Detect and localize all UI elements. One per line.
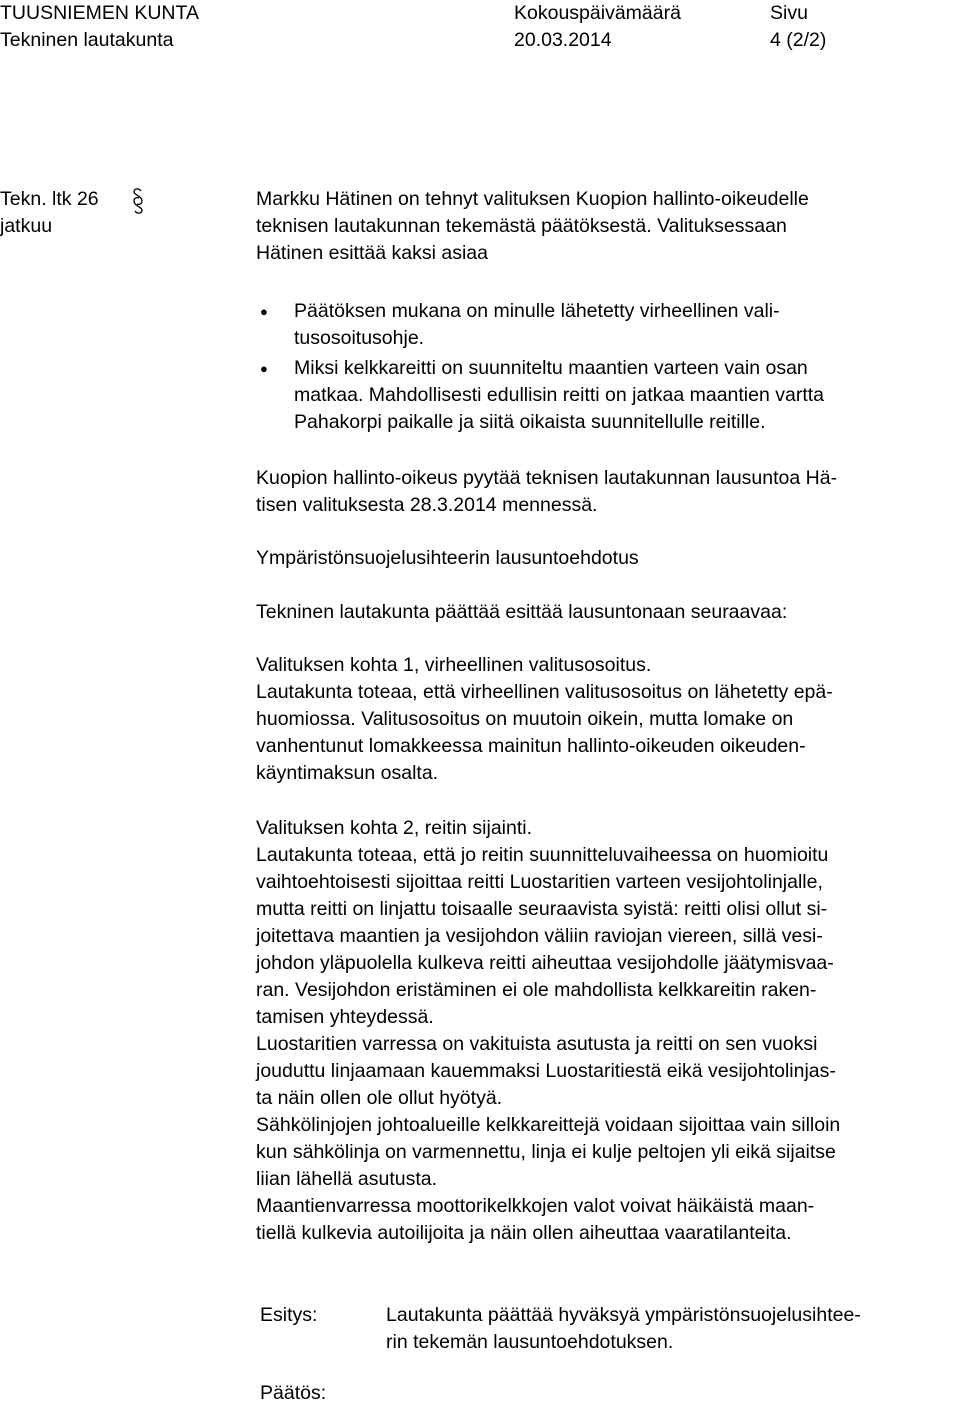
kuopio-line: Kuopion hallinto-oikeus pyytää teknisen lautakunnan lausuntoa Hä- xyxy=(256,467,838,489)
point-1-line: Valituksen kohta 1, virheellinen valitusosoitus. xyxy=(256,654,652,676)
section-sign-icon xyxy=(131,187,145,215)
bullet-line: Päätöksen mukana on minulle lähetetty virheellinen vali- xyxy=(294,300,780,322)
bullet-line: Pahakorpi paikalle ja siitä oikaista suunnitellulle reitille. xyxy=(294,411,766,433)
page-label: Sivu xyxy=(770,2,808,24)
section-reference: Tekn. ltk 26 xyxy=(0,188,99,210)
point-2-line: liian lähellä asutusta. xyxy=(256,1168,438,1190)
point-2-line: mutta reitti on linjattu toisaalle seuraavista syistä: reitti olisi ollut si- xyxy=(256,898,828,920)
point-2-line: Lautakunta toteaa, että jo reitin suunnitteluvaiheessa on huomioitu xyxy=(256,844,829,866)
bullet-line: Miksi kelkkareitti on suunniteltu maantien varteen vain osan xyxy=(294,357,808,379)
point-2-line: tamisen yhteydessä. xyxy=(256,1006,434,1028)
committee-name: Tekninen lautakunta xyxy=(0,29,174,51)
decision-intro: Tekninen lautakunta päättää esittää lausuntonaan seuraavaa: xyxy=(256,601,788,623)
bullet-line: tusosoitusohje. xyxy=(294,327,425,349)
point-2-line: vaihtoehtoisesti sijoittaa reitti Luostaritien varteen vesijohtolinjalle, xyxy=(256,871,823,893)
point-2-line: jouduttu linjaamaan kauemmaksi Luostaritiestä eikä vesijohtolinjas- xyxy=(256,1060,836,1082)
point-2-line: Maantienvarressa moottorikelkkojen valot voivat häikäistä maan- xyxy=(256,1195,815,1217)
point-2-line: kun sähkölinja on varmennettu, linja ei kulje peltojen yli eikä sijaitse xyxy=(256,1141,836,1163)
date-label: Kokouspäivämäärä xyxy=(514,2,681,24)
org-name: TUUSNIEMEN KUNTA xyxy=(0,2,199,24)
bullet-dot-icon: ● xyxy=(260,361,268,376)
page-value: 4 (2/2) xyxy=(770,29,827,51)
proposal-label: Esitys: xyxy=(260,1304,318,1326)
intro-line: Markku Hätinen on tehnyt valituksen Kuopion hallinto-oikeudelle xyxy=(256,188,809,210)
bullet-dot-icon: ● xyxy=(260,304,268,319)
decision-label: Päätös: xyxy=(260,1382,327,1404)
point-2-line: Valituksen kohta 2, reitin sijainti. xyxy=(256,817,533,839)
point-2-line: joitettava maantien ja vesijohdon väliin raviojan viereen, sillä vesi- xyxy=(256,925,823,947)
intro-line: Hätinen esittää kaksi asiaa xyxy=(256,242,488,264)
point-1-line: Lautakunta toteaa, että virheellinen valitusosoitus on lähetetty epä- xyxy=(256,681,833,703)
point-1-line: käyntimaksun osalta. xyxy=(256,762,439,784)
point-2-line: johdon yläpuolella kulkeva reitti aiheuttaa vesijohdolle jäätymisvaa- xyxy=(256,952,834,974)
date-value: 20.03.2014 xyxy=(514,29,612,51)
statement-subheading: Ympäristönsuojelusihteerin lausuntoehdotus xyxy=(256,547,639,569)
point-2-line: tiellä kulkevia autoilijoita ja näin ollen aiheuttaa vaaratilanteita. xyxy=(256,1222,792,1244)
point-2-line: ran. Vesijohdon eristäminen ei ole mahdollista kelkkareitin raken- xyxy=(256,979,817,1001)
proposal-line: Lautakunta päättää hyväksyä ympäristönsuojelusihtee- xyxy=(386,1304,861,1326)
proposal-line: rin tekemän lausuntoehdotuksen. xyxy=(386,1331,674,1353)
point-1-line: vanhentunut lomakkeessa mainitun hallinto-oikeuden oikeuden- xyxy=(256,735,806,757)
kuopio-line: tisen valituksesta 28.3.2014 mennessä. xyxy=(256,494,598,516)
point-2-line: Luostaritien varressa on vakituista asutusta ja reitti on sen vuoksi xyxy=(256,1033,818,1055)
continued-label: jatkuu xyxy=(0,215,53,237)
point-1-line: huomiossa. Valitusosoitus on muutoin oikein, mutta lomake on xyxy=(256,708,794,730)
point-2-line: Sähkölinjojen johtoalueille kelkkareittejä voidaan sijoittaa vain silloin xyxy=(256,1114,841,1136)
intro-line: teknisen lautakunnan tekemästä päätöksestä. Valituksessaan xyxy=(256,215,787,237)
point-2-line: ta näin ollen ole ollut hyötyä. xyxy=(256,1087,503,1109)
bullet-line: matkaa. Mahdollisesti edullisin reitti on jatkaa maantien vartta xyxy=(294,384,825,406)
